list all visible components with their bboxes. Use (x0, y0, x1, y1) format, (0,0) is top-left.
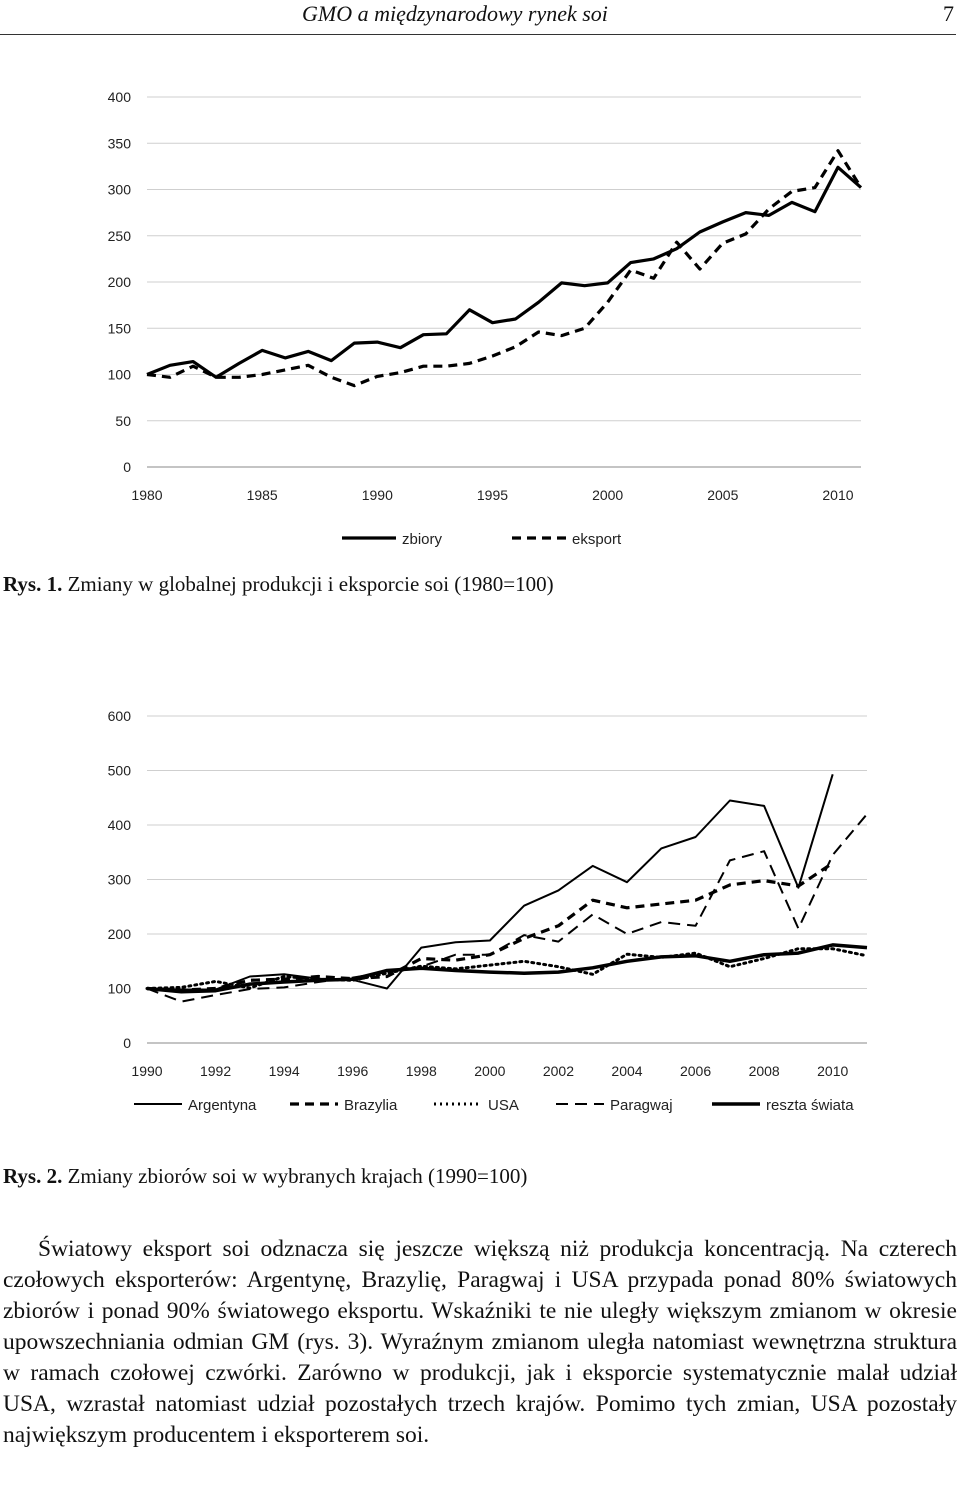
legend-label: zbiory (402, 531, 443, 548)
y-tick-label: 50 (115, 412, 131, 429)
series-line-reszta-świata (147, 945, 867, 992)
y-tick-label: 400 (107, 817, 131, 833)
x-tick-label: 1996 (337, 1063, 369, 1079)
x-tick-label: 2000 (474, 1063, 506, 1079)
series-line-zbiory (147, 167, 861, 377)
legend-label: eksport (572, 531, 622, 548)
x-tick-label: 1985 (246, 487, 278, 503)
page-header (0, 0, 956, 35)
x-tick-label: 2000 (592, 487, 624, 503)
y-tick-label: 350 (107, 135, 131, 152)
chart-country-harvests (0, 700, 900, 1140)
running-title: GMO a międzynarodowy rynek soi (302, 1, 608, 26)
legend-label: Brazylia (344, 1097, 398, 1114)
y-tick-label: 0 (123, 1035, 131, 1051)
x-tick-label: 2008 (748, 1063, 780, 1079)
x-tick-label: 1994 (268, 1063, 300, 1079)
page-number: 7 (943, 1, 954, 26)
figure2-caption-label: Rys. 2. (3, 1164, 63, 1188)
figure2-caption (3, 1164, 527, 1189)
y-tick-label: 300 (107, 871, 131, 888)
y-tick-label: 200 (107, 274, 131, 290)
legend-label: USA (488, 1097, 519, 1114)
y-tick-label: 100 (107, 366, 131, 383)
x-tick-label: 2004 (611, 1063, 643, 1079)
y-tick-label: 150 (107, 320, 131, 337)
legend-label: Argentyna (188, 1097, 257, 1114)
x-tick-label: 1990 (131, 1063, 163, 1079)
x-tick-label: 2002 (542, 1063, 575, 1079)
x-tick-label: 1998 (405, 1063, 437, 1079)
y-tick-label: 500 (107, 762, 131, 779)
figure2-caption-text: Zmiany zbiorów soi w wybranych krajach (1990=100) (67, 1164, 528, 1188)
figure1-caption-label: Rys. 1. (3, 572, 63, 596)
x-tick-label: 2010 (822, 487, 854, 503)
x-tick-label: 1992 (199, 1063, 232, 1079)
chart-global-production-export (0, 75, 900, 630)
x-tick-label: 1995 (476, 487, 509, 503)
body-text (3, 1234, 957, 1451)
figure1-caption-text: Zmiany w globalnej produkcji i eksporcie soi (1980=100) (67, 572, 554, 596)
y-tick-label: 250 (107, 227, 131, 244)
y-tick-label: 200 (107, 926, 131, 942)
y-tick-label: 400 (107, 89, 131, 105)
x-tick-label: 2010 (817, 1063, 849, 1079)
legend-label: reszta świata (766, 1097, 854, 1114)
x-tick-label: 2005 (707, 487, 739, 503)
series-line-eksport (147, 151, 861, 386)
y-tick-label: 600 (107, 708, 131, 724)
body-paragraph: Światowy eksport soi odznacza się jeszcze większą niż produkcja koncentracją. Na czterech czołowych eksporterów: Argentynę, Brazylię, Paragwaj i USA przypada ponad 80% światowych zbiorów i ponad 90% światowego eksportu. Wskaźniki te nie uległy większym zmianom w okresie upowszechniania odmian GM (rys. 3). Wyraźnym zmianom uległa natomiast wewnętrzna struktura w ramach czołowej czwórki. Zarówno w produkcji, jak i eksporcie systematycznie malał udział USA, wzrastał natomiast udział pozostałych trzech krajów. Pomimo tych zmian, USA pozostały największym producentem i eksporterem soi. (3, 1236, 957, 1448)
x-tick-label: 1990 (361, 487, 393, 503)
legend-label: Paragwaj (610, 1097, 673, 1114)
y-tick-label: 300 (107, 181, 131, 198)
x-tick-label: 2006 (679, 1063, 712, 1079)
x-tick-label: 1980 (131, 487, 163, 503)
y-tick-label: 100 (107, 980, 131, 997)
y-tick-label: 0 (123, 459, 131, 475)
series-line-argentyna (147, 774, 833, 989)
figure1-caption (3, 572, 554, 597)
